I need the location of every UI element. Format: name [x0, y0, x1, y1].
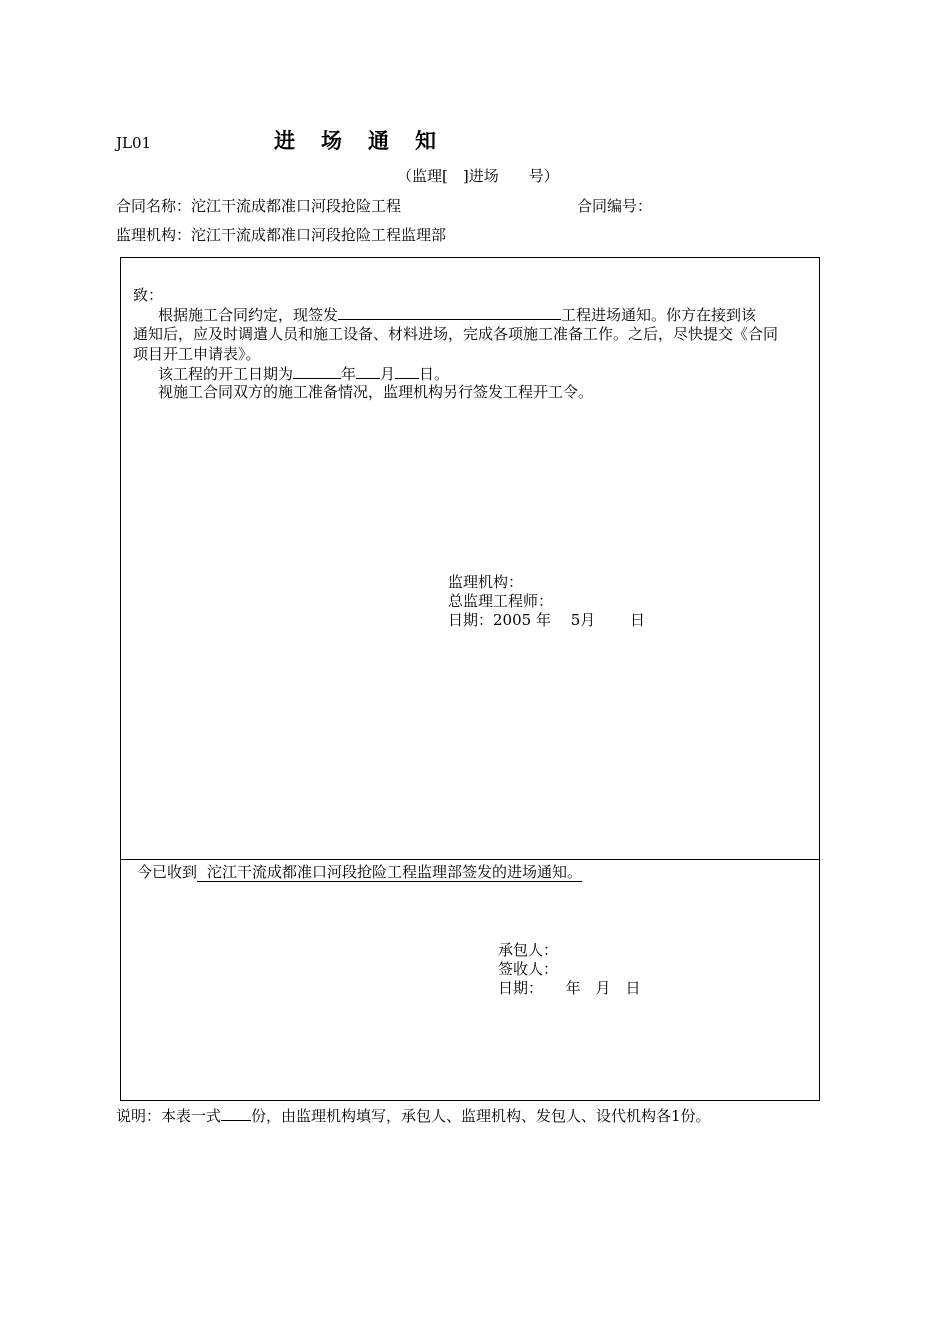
receipt-body: 沱江干流成都准口河段抢险工程监理部签发的进场通知。 [197, 863, 582, 882]
project-name-blank[interactable] [338, 304, 561, 320]
receipt-box [120, 858, 820, 1101]
notice-paragraph-1 [158, 304, 756, 325]
notice-paragraph-3: 视施工合同双方的施工准备情况，监理机构另行签发工程开工令。 [158, 383, 594, 401]
receipt-date: 日期： 年 月 日 [498, 979, 641, 997]
start-date-label: 该工程的开工日期为 [158, 365, 294, 383]
notice-p1-line3: 项目开工申请表》。 [133, 345, 261, 363]
supervisor-value: 沱江干流成都准口河段抢险工程监理部 [191, 226, 447, 244]
title-char: 场 [321, 128, 342, 153]
page-title [274, 128, 436, 154]
title-char: 进 [274, 128, 295, 153]
sign-date: 日期：2005 年 5月 日 [448, 611, 646, 629]
day-label: 日。 [419, 365, 450, 383]
day-blank[interactable] [395, 363, 419, 379]
month-label: 月 [380, 365, 396, 383]
form-code: JL01 [116, 134, 152, 152]
sign-chief-engineer: 总监理工程师： [448, 592, 554, 610]
title-char: 通 [368, 128, 389, 153]
document-number: （监理[ ]进场 号） [397, 167, 559, 185]
footer-note [116, 1105, 711, 1126]
start-date-line [158, 363, 449, 384]
copies-blank[interactable] [221, 1105, 251, 1121]
contract-name-value: 沱江干流成都准口河段抢险工程 [191, 197, 402, 215]
sign-organization: 监理机构： [448, 573, 524, 591]
notice-p1-end: 工程进场通知。你方在接到该 [561, 306, 757, 324]
recipient-line: 致： [133, 286, 164, 304]
supervisor-row [116, 225, 446, 245]
year-label: 年 [341, 365, 357, 383]
receipt-prefix: 今已收到 [137, 863, 198, 881]
contract-number-label: 合同编号： [577, 197, 653, 215]
month-blank[interactable] [356, 363, 380, 379]
notice-p1-start: 根据施工合同约定，现签发 [158, 306, 339, 324]
title-char: 知 [415, 128, 436, 153]
receipt-text [137, 862, 582, 882]
receiver-sign: 签收人： [498, 960, 559, 978]
supervisor-label: 监理机构： [116, 226, 192, 244]
notice-p1-line2: 通知后，应及时调遣人员和施工设备、材料进场，完成各项施工准备工作。之后，尽快提交《合同 [133, 325, 779, 343]
footer-note-end: 份，由监理机构填写，承包人、监理机构、发包人、设代机构各1份。 [251, 1107, 711, 1125]
contract-name-row [116, 196, 401, 216]
contract-name-label: 合同名称： [116, 197, 192, 215]
footer-note-start: 说明：本表一式 [116, 1107, 222, 1125]
year-blank[interactable] [293, 363, 341, 379]
contractor-sign: 承包人： [498, 941, 559, 959]
